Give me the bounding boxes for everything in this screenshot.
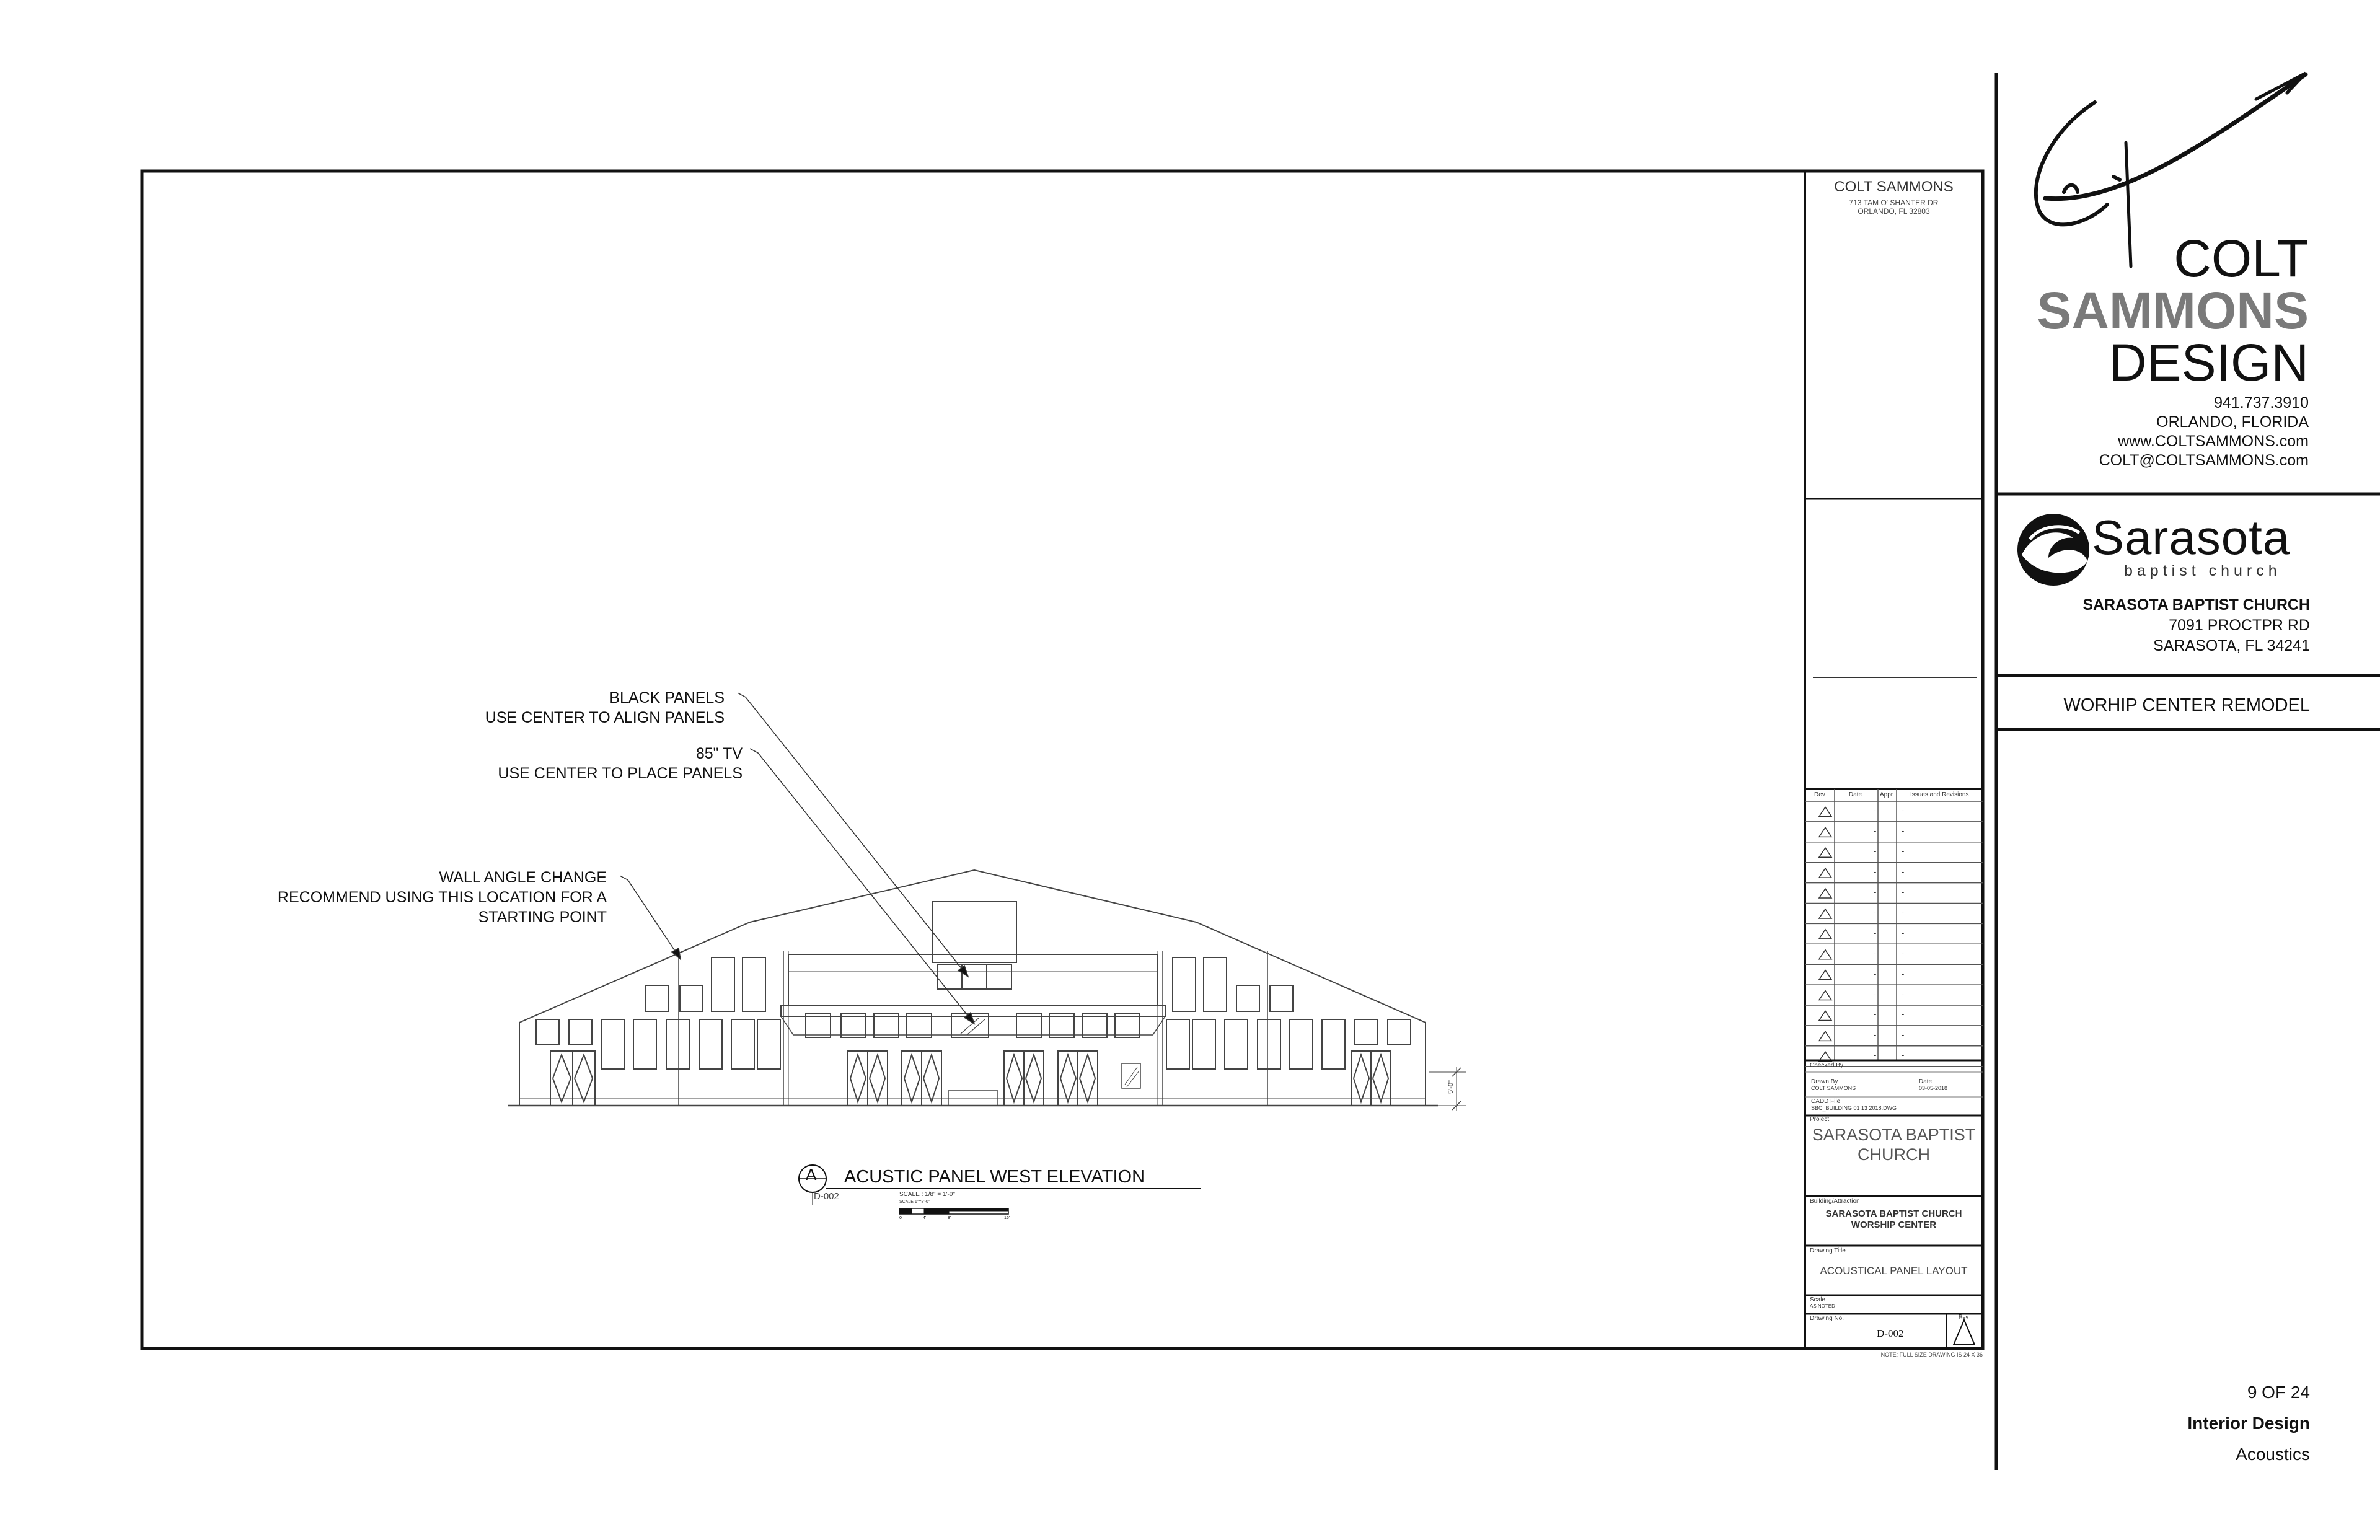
brand-line-design: DESIGN (2109, 333, 2309, 392)
drawing-title: ACOUSTICAL PANEL LAYOUT (1820, 1265, 1968, 1277)
project-label: Project (1810, 1116, 1830, 1123)
church-logo-word: Sarasota (2092, 510, 2291, 565)
door-swing (870, 1055, 885, 1102)
acoustic-panel (646, 985, 669, 1011)
rev-triangle-icon (1819, 807, 1831, 816)
rev-triangle-icon (1819, 991, 1831, 1000)
door-swing (923, 1055, 939, 1102)
rev-cell: - (1874, 928, 1877, 938)
rev-cell: - (1874, 806, 1877, 816)
rev-triangle-icon (1819, 848, 1831, 857)
brand-block (2037, 229, 2309, 470)
door-swing (575, 1055, 593, 1102)
acoustic-panel (699, 1019, 722, 1069)
acoustic-panel (841, 1014, 866, 1037)
rev-cell: - (1874, 907, 1877, 917)
church-logo-sub: baptist church (2124, 562, 2281, 579)
acoustic-panel (1322, 1019, 1345, 1069)
acoustic-panel (1355, 1019, 1378, 1044)
rev-triangle-icon (1819, 1011, 1831, 1020)
rev-cell: - (1902, 928, 1905, 938)
view-scale-sub: SCALE 1"=8'-0" (899, 1200, 930, 1204)
scale-bar-label: 16' (1004, 1216, 1010, 1220)
rev-cell: - (1874, 1030, 1877, 1040)
acoustic-panel (874, 1014, 899, 1037)
scale-bar (899, 1208, 1008, 1214)
rev-cell: - (1874, 1050, 1877, 1060)
footnote: NOTE: FULL SIZE DRAWING IS 24 X 36 (1880, 1352, 1983, 1358)
brand-phone: 941.737.3910 (2214, 394, 2309, 411)
rev-triangle-icon (1819, 889, 1831, 898)
note-line: WALL ANGLE CHANGE (439, 869, 607, 886)
scale-value: AS NOTED (1810, 1303, 1835, 1309)
view-marker-letter: A (806, 1165, 817, 1184)
acoustic-panel (907, 1014, 932, 1037)
door-swing (1060, 1055, 1076, 1102)
rev-triangle-icon (1819, 950, 1831, 959)
door-swing (1026, 1055, 1041, 1102)
client-city: SARASOTA, FL 34241 (2153, 637, 2310, 654)
project-name-line: CHURCH (1858, 1145, 1930, 1164)
acoustic-panel (1204, 957, 1227, 1011)
door-swing (904, 1055, 920, 1102)
rev-triangle-icon (1819, 970, 1831, 980)
drawing-title-label: Drawing Title (1810, 1247, 1846, 1254)
client-name: SARASOTA BAPTIST CHURCH (2082, 596, 2310, 614)
rev-cell: - (1902, 907, 1905, 917)
rev-cell: - (1902, 1010, 1905, 1019)
rev-triangle-icon (1954, 1320, 1975, 1345)
scale-bar-label: 0' (899, 1216, 903, 1220)
acoustic-panel (1388, 1019, 1411, 1044)
acoustic-panel (1258, 1019, 1280, 1069)
acoustic-panel (601, 1019, 624, 1069)
brand-line-sammons: SAMMONS (2037, 281, 2309, 340)
note-line: 85" TV (695, 745, 743, 762)
firm-name: COLT SAMMONS (1834, 178, 1954, 195)
scale-bar-label: 8' (948, 1216, 951, 1220)
door-swing (1007, 1055, 1022, 1102)
rev-header: Date (1849, 791, 1862, 798)
rev-triangle-icon (1819, 827, 1831, 837)
rev-triangle-icon (1819, 868, 1831, 878)
acoustic-panel (1082, 1014, 1107, 1037)
acoustic-panel (1192, 1019, 1215, 1069)
project-title: WORHIP CENTER REMODEL (2063, 695, 2310, 715)
drawing-no-label: Drawing No. (1810, 1315, 1844, 1322)
brand-city: ORLANDO, FLORIDA (2156, 413, 2309, 431)
firm-address: ORLANDO, FL 32803 (1858, 207, 1930, 216)
client-block (2082, 595, 2310, 656)
page-subcategory: Acoustics (2236, 1445, 2310, 1464)
project-name-line: SARASOTA BAPTIST (1812, 1125, 1976, 1144)
rev-header: Issues and Revisions (1910, 791, 1969, 798)
view-title: ACUSTIC PANEL WEST ELEVATION (844, 1167, 1145, 1187)
rev-cell: - (1902, 969, 1905, 979)
cadd-label: CADD File (1811, 1098, 1841, 1105)
rev-triangle-icon (1819, 930, 1831, 939)
building-line: WORSHIP CENTER (1851, 1220, 1937, 1230)
note-line: USE CENTER TO PLACE PANELS (498, 765, 743, 782)
door-swing (553, 1055, 571, 1102)
acoustic-panel (1173, 957, 1196, 1011)
note-line: STARTING POINT (478, 909, 607, 926)
acoustic-panel (666, 1019, 689, 1069)
firm-block (1805, 178, 1983, 216)
rev-cell: - (1902, 948, 1905, 958)
rev-label: Rev (1959, 1314, 1969, 1320)
rev-cell: - (1874, 969, 1877, 979)
rev-cell: - (1874, 867, 1877, 877)
drawn-by-value: COLT SAMMONS (1811, 1085, 1856, 1091)
note-wall-angle (278, 868, 607, 927)
rev-cell: - (1902, 806, 1905, 816)
note-line: USE CENTER TO ALIGN PANELS (485, 709, 725, 726)
rev-cell: - (1874, 948, 1877, 958)
scale-bar-label: 4' (923, 1216, 927, 1220)
acoustic-panel (1049, 1014, 1074, 1037)
acoustic-panel (757, 1019, 780, 1069)
building-name (1805, 1208, 1983, 1231)
acoustic-panel (712, 957, 734, 1011)
rev-cell: - (1874, 989, 1877, 999)
acoustic-panel (1016, 1014, 1041, 1037)
rev-cell: - (1902, 867, 1905, 877)
drawing-no: D-002 (1877, 1327, 1904, 1339)
acoustic-panel (1236, 985, 1259, 1011)
note-line: RECOMMEND USING THIS LOCATION FOR A (277, 889, 607, 906)
note-black-panels (485, 688, 725, 728)
rev-header: Rev (1814, 791, 1825, 798)
door-swing (1373, 1055, 1388, 1102)
brand-email[interactable]: COLT@COLTSAMMONS.com (2099, 452, 2309, 469)
rev-cell: - (1902, 887, 1905, 897)
rev-header: Appr (1880, 791, 1893, 798)
acoustic-panel (806, 1014, 831, 1037)
acoustic-panel (1270, 985, 1293, 1011)
acoustic-panel (1290, 1019, 1313, 1069)
rev-cell: - (1902, 1050, 1905, 1060)
page-info (2187, 1377, 2310, 1470)
acoustic-panel (743, 957, 765, 1011)
rev-cell: - (1902, 1030, 1905, 1040)
acoustic-panel (1225, 1019, 1248, 1069)
checked-by-label: Checked By (1810, 1062, 1843, 1069)
rev-cell: - (1874, 826, 1877, 836)
brand-web[interactable]: www.COLTSAMMONS.com (2118, 433, 2309, 450)
door-swing (1354, 1055, 1369, 1102)
rev-cell: - (1874, 887, 1877, 897)
brand-line-colt: COLT (2174, 229, 2309, 288)
project-name (1805, 1125, 1983, 1164)
note-tv (498, 744, 743, 783)
drawn-by-label: Drawn By (1811, 1078, 1838, 1085)
church-logo-icon (2017, 514, 2089, 586)
acoustic-panel (680, 985, 703, 1011)
elevation-drawing (508, 870, 1466, 1111)
acoustic-panel (1115, 1014, 1140, 1037)
dimension-label: 5'-0" (1447, 1080, 1455, 1094)
building-line: SARASOTA BAPTIST CHURCH (1825, 1208, 1962, 1219)
rev-cell: - (1902, 989, 1905, 999)
rev-cell: - (1902, 847, 1905, 856)
acoustic-panel (731, 1019, 754, 1069)
rev-cell: - (1902, 826, 1905, 836)
acoustic-panel (633, 1019, 656, 1069)
date-label: Date (1919, 1078, 1933, 1085)
acoustic-panel (536, 1019, 559, 1044)
door-swing (1080, 1055, 1095, 1102)
building-label: Building/Attraction (1810, 1198, 1860, 1205)
note-line: BLACK PANELS (609, 689, 725, 706)
rev-cell: - (1874, 1010, 1877, 1019)
date-value: 03-05-2018 (1919, 1085, 1948, 1091)
page-count: 9 OF 24 (2247, 1383, 2310, 1402)
view-scale: SCALE : 1/8" = 1'-0" (899, 1191, 955, 1198)
rev-triangle-icon (1819, 1031, 1831, 1041)
door-swing (850, 1055, 866, 1102)
view-sheet-ref: D-002 (814, 1191, 839, 1202)
rev-cell: - (1874, 847, 1877, 856)
client-street: 7091 PROCTPR RD (2169, 617, 2310, 634)
leader-lines (620, 693, 974, 1024)
acoustic-panel (1166, 1019, 1189, 1069)
acoustic-panel (569, 1019, 592, 1044)
firm-address: 713 TAM O' SHANTER DR (1849, 198, 1939, 207)
scale-label: Scale (1810, 1296, 1826, 1303)
page-category: Interior Design (2187, 1414, 2310, 1433)
cadd-value: SBC_BUILDING 01 13 2018.DWG (1811, 1105, 1897, 1111)
rev-triangle-icon (1819, 909, 1831, 918)
